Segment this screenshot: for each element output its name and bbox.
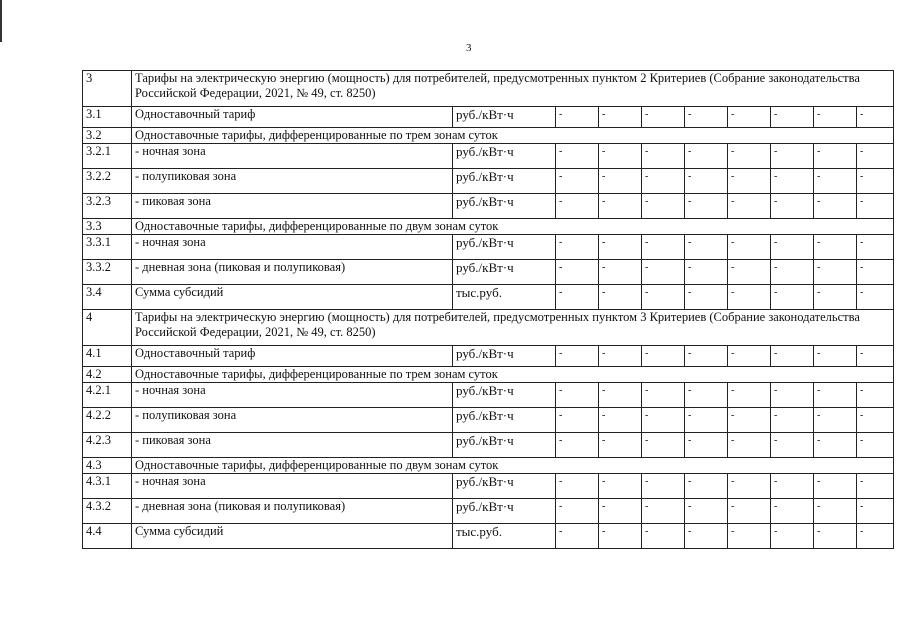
value-cell: - — [771, 383, 814, 408]
value-cell: - — [685, 194, 728, 219]
row-number: 3.2.1 — [83, 144, 132, 169]
value-cell: - — [814, 408, 857, 433]
row-label: - полупиковая зона — [132, 169, 453, 194]
value-cell: - — [814, 524, 857, 549]
value-cell: - — [857, 285, 894, 310]
row-number: 3.2.2 — [83, 169, 132, 194]
row-number: 4.2 — [83, 367, 132, 383]
value-cell: - — [556, 169, 599, 194]
page-number: 3 — [466, 42, 472, 54]
row-number: 4.3.1 — [83, 474, 132, 499]
value-cell: - — [728, 260, 771, 285]
value-cell: - — [814, 474, 857, 499]
value-cell: - — [857, 169, 894, 194]
value-cell: - — [599, 408, 642, 433]
value-cell: - — [685, 408, 728, 433]
value-cell: - — [857, 499, 894, 524]
row-unit: тыс.руб. — [453, 285, 556, 310]
value-cell: - — [685, 285, 728, 310]
row-number: 3.3 — [83, 219, 132, 235]
table-row — [83, 285, 894, 310]
value-cell: - — [857, 107, 894, 128]
value-cell: - — [599, 194, 642, 219]
table-row — [83, 499, 894, 524]
value-cell: - — [642, 169, 685, 194]
value-cell: - — [857, 524, 894, 549]
row-unit: руб./кВт·ч — [453, 408, 556, 433]
value-cell: - — [857, 408, 894, 433]
value-cell: - — [556, 144, 599, 169]
row-unit: руб./кВт·ч — [453, 194, 556, 219]
value-cell: - — [642, 408, 685, 433]
value-cell: - — [728, 194, 771, 219]
value-cell: - — [857, 383, 894, 408]
value-cell: - — [642, 433, 685, 458]
table-row — [83, 194, 894, 219]
value-cell: - — [556, 107, 599, 128]
row-unit: руб./кВт·ч — [453, 107, 556, 128]
value-cell: - — [771, 285, 814, 310]
row-unit: руб./кВт·ч — [453, 383, 556, 408]
value-cell: - — [556, 474, 599, 499]
value-cell: - — [556, 260, 599, 285]
value-cell: - — [685, 524, 728, 549]
value-cell: - — [685, 107, 728, 128]
row-label: - дневная зона (пиковая и полупиковая) — [132, 499, 453, 524]
value-cell: - — [728, 144, 771, 169]
row-number: 4 — [83, 310, 132, 346]
value-cell: - — [814, 107, 857, 128]
row-label: Одноставочный тариф — [132, 346, 453, 367]
scan-edge-mark — [0, 0, 2, 42]
table-row — [83, 346, 894, 367]
subsection-title: Одноставочные тарифы, дифференцированные по двум зонам суток — [132, 458, 894, 474]
value-cell: - — [556, 383, 599, 408]
value-cell: - — [728, 346, 771, 367]
table-row — [83, 408, 894, 433]
value-cell: - — [728, 433, 771, 458]
row-unit: руб./кВт·ч — [453, 499, 556, 524]
subsection-title: Одноставочные тарифы, дифференцированные по двум зонам суток — [132, 219, 894, 235]
value-cell: - — [556, 285, 599, 310]
value-cell: - — [728, 408, 771, 433]
value-cell: - — [642, 474, 685, 499]
row-label: - ночная зона — [132, 235, 453, 260]
row-unit: руб./кВт·ч — [453, 433, 556, 458]
value-cell: - — [599, 383, 642, 408]
row-unit: руб./кВт·ч — [453, 169, 556, 194]
value-cell: - — [857, 260, 894, 285]
section-title: Тарифы на электрическую энергию (мощность) для потребителей, предусмотренных пунктом 2 Критериев (Собрание законодательства Российской Федерации, 2021, № 49, ст. 8250) — [132, 71, 894, 107]
row-number: 3 — [83, 71, 132, 107]
section-title: Тарифы на электрическую энергию (мощность) для потребителей, предусмотренных пунктом 3 Критериев (Собрание законодательства Российской Федерации, 2021, № 49, ст. 8250) — [132, 310, 894, 346]
value-cell: - — [857, 194, 894, 219]
value-cell: - — [771, 433, 814, 458]
row-label: - полупиковая зона — [132, 408, 453, 433]
section-row — [83, 71, 894, 107]
value-cell: - — [556, 346, 599, 367]
subsection-row — [83, 128, 894, 144]
value-cell: - — [685, 260, 728, 285]
value-cell: - — [728, 285, 771, 310]
row-number: 4.3 — [83, 458, 132, 474]
row-label: Сумма субсидий — [132, 524, 453, 549]
subsection-row — [83, 458, 894, 474]
value-cell: - — [599, 499, 642, 524]
table-row — [83, 433, 894, 458]
row-label: - ночная зона — [132, 383, 453, 408]
table-row — [83, 474, 894, 499]
table-row — [83, 144, 894, 169]
value-cell: - — [771, 524, 814, 549]
subsection-title: Одноставочные тарифы, дифференцированные по трем зонам суток — [132, 367, 894, 383]
table-row — [83, 235, 894, 260]
value-cell: - — [771, 346, 814, 367]
value-cell: - — [857, 474, 894, 499]
value-cell: - — [857, 346, 894, 367]
value-cell: - — [685, 169, 728, 194]
value-cell: - — [642, 285, 685, 310]
value-cell: - — [556, 235, 599, 260]
value-cell: - — [642, 260, 685, 285]
row-label: Сумма субсидий — [132, 285, 453, 310]
value-cell: - — [728, 235, 771, 260]
value-cell: - — [556, 524, 599, 549]
value-cell: - — [814, 433, 857, 458]
row-label: Одноставочный тариф — [132, 107, 453, 128]
value-cell: - — [685, 144, 728, 169]
value-cell: - — [556, 194, 599, 219]
value-cell: - — [728, 107, 771, 128]
value-cell: - — [728, 169, 771, 194]
row-number: 3.4 — [83, 285, 132, 310]
row-label: - ночная зона — [132, 474, 453, 499]
row-unit: руб./кВт·ч — [453, 260, 556, 285]
row-unit: руб./кВт·ч — [453, 235, 556, 260]
value-cell: - — [814, 499, 857, 524]
value-cell: - — [642, 499, 685, 524]
row-unit: руб./кВт·ч — [453, 346, 556, 367]
value-cell: - — [771, 235, 814, 260]
row-label: - пиковая зона — [132, 194, 453, 219]
value-cell: - — [771, 194, 814, 219]
row-unit: тыс.руб. — [453, 524, 556, 549]
row-label: - пиковая зона — [132, 433, 453, 458]
table-row — [83, 107, 894, 128]
value-cell: - — [857, 433, 894, 458]
row-unit: руб./кВт·ч — [453, 144, 556, 169]
value-cell: - — [556, 408, 599, 433]
row-number: 3.1 — [83, 107, 132, 128]
value-cell: - — [814, 194, 857, 219]
value-cell: - — [642, 194, 685, 219]
value-cell: - — [685, 474, 728, 499]
row-number: 3.2 — [83, 128, 132, 144]
value-cell: - — [771, 499, 814, 524]
value-cell: - — [771, 169, 814, 194]
value-cell: - — [685, 499, 728, 524]
row-number: 3.2.3 — [83, 194, 132, 219]
tariff-table — [82, 70, 894, 549]
row-number: 4.3.2 — [83, 499, 132, 524]
subsection-row — [83, 219, 894, 235]
value-cell: - — [642, 144, 685, 169]
table-row — [83, 169, 894, 194]
row-number: 4.1 — [83, 346, 132, 367]
table-row — [83, 260, 894, 285]
value-cell: - — [814, 346, 857, 367]
value-cell: - — [685, 383, 728, 408]
value-cell: - — [771, 144, 814, 169]
value-cell: - — [599, 474, 642, 499]
row-unit: руб./кВт·ч — [453, 474, 556, 499]
value-cell: - — [814, 169, 857, 194]
value-cell: - — [814, 235, 857, 260]
value-cell: - — [599, 107, 642, 128]
value-cell: - — [599, 346, 642, 367]
value-cell: - — [642, 383, 685, 408]
value-cell: - — [599, 235, 642, 260]
value-cell: - — [771, 474, 814, 499]
value-cell: - — [685, 346, 728, 367]
value-cell: - — [728, 524, 771, 549]
value-cell: - — [599, 524, 642, 549]
value-cell: - — [642, 235, 685, 260]
value-cell: - — [728, 383, 771, 408]
value-cell: - — [728, 474, 771, 499]
row-label: - ночная зона — [132, 144, 453, 169]
value-cell: - — [556, 499, 599, 524]
value-cell: - — [728, 499, 771, 524]
value-cell: - — [599, 169, 642, 194]
value-cell: - — [642, 107, 685, 128]
value-cell: - — [814, 260, 857, 285]
value-cell: - — [599, 144, 642, 169]
row-number: 3.3.2 — [83, 260, 132, 285]
value-cell: - — [771, 260, 814, 285]
value-cell: - — [814, 383, 857, 408]
row-number: 4.2.1 — [83, 383, 132, 408]
row-number: 3.3.1 — [83, 235, 132, 260]
value-cell: - — [599, 285, 642, 310]
value-cell: - — [642, 524, 685, 549]
value-cell: - — [857, 144, 894, 169]
row-label: - дневная зона (пиковая и полупиковая) — [132, 260, 453, 285]
value-cell: - — [771, 107, 814, 128]
subsection-row — [83, 367, 894, 383]
value-cell: - — [685, 433, 728, 458]
row-number: 4.4 — [83, 524, 132, 549]
row-number: 4.2.3 — [83, 433, 132, 458]
table-row — [83, 524, 894, 549]
value-cell: - — [599, 433, 642, 458]
value-cell: - — [814, 144, 857, 169]
value-cell: - — [771, 408, 814, 433]
table-row — [83, 383, 894, 408]
subsection-title: Одноставочные тарифы, дифференцированные по трем зонам суток — [132, 128, 894, 144]
value-cell: - — [685, 235, 728, 260]
section-row — [83, 310, 894, 346]
row-number: 4.2.2 — [83, 408, 132, 433]
value-cell: - — [814, 285, 857, 310]
value-cell: - — [642, 346, 685, 367]
value-cell: - — [599, 260, 642, 285]
value-cell: - — [857, 235, 894, 260]
value-cell: - — [556, 433, 599, 458]
